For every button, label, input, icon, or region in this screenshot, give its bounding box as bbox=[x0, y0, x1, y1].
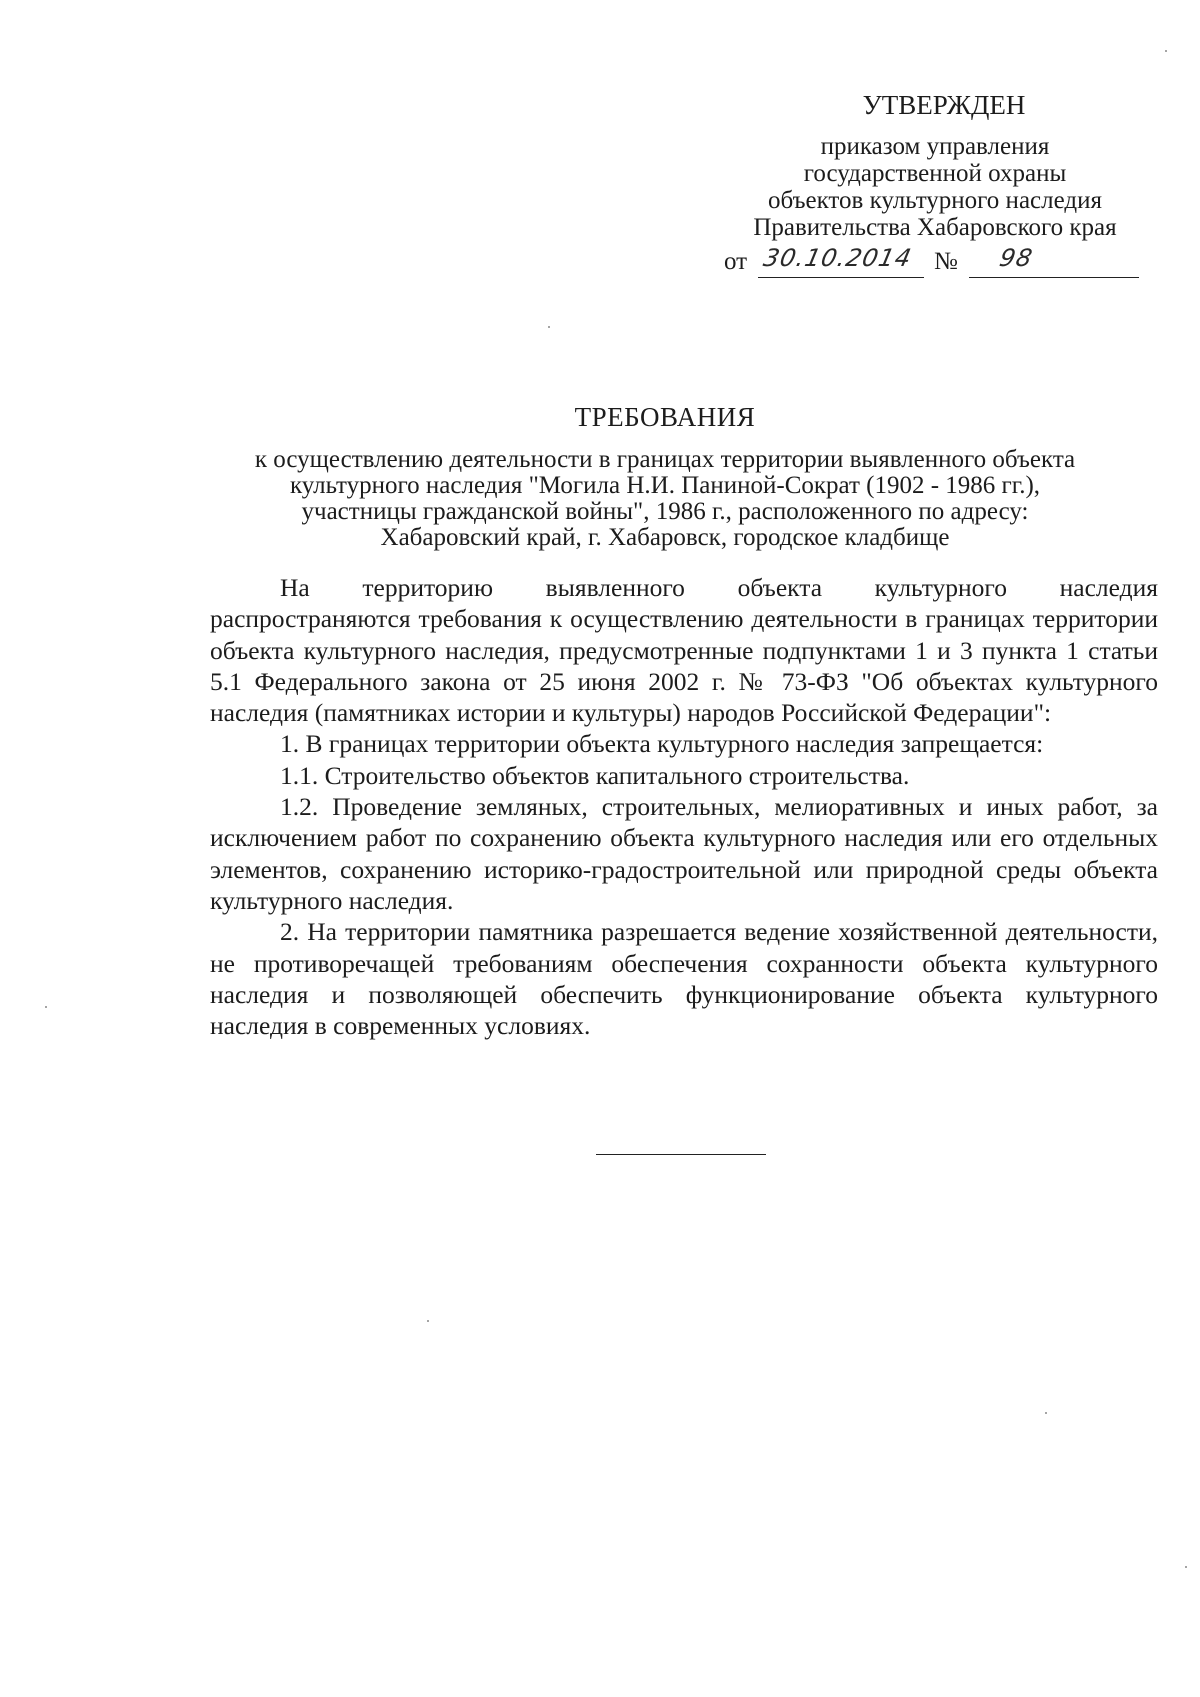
handwritten-date: 30.10.2014 bbox=[761, 244, 915, 272]
document-title-block bbox=[180, 402, 1150, 551]
handwritten-number: 98 bbox=[997, 244, 1036, 272]
approval-block bbox=[700, 92, 1170, 241]
approval-line: приказом управления bbox=[820, 133, 1050, 160]
scan-speck bbox=[45, 1006, 47, 1008]
scan-speck bbox=[1045, 1412, 1047, 1414]
document-subtitle-line: участницы гражданской войны", 1986 г., расположенного по адресу: bbox=[301, 498, 1029, 525]
number-underline bbox=[969, 277, 1139, 278]
approval-line: Правительства Хабаровского края bbox=[753, 214, 1117, 241]
document-subtitle-line: Хабаровский край, г. Хабаровск, городское кладбище bbox=[380, 524, 950, 551]
date-underline bbox=[758, 277, 924, 278]
scan-speck bbox=[548, 326, 550, 328]
scan-speck bbox=[1185, 1566, 1187, 1568]
intro-paragraph: распространяются требования к осуществлению деятельности в границах территории объекта культурного наследия, предусмотренные подпунктами 1 и 3 пункта 1 статьи 5.1 Федерального закона от 25 июня 2002 г. № 73-ФЗ "Об объектах культурного наследия (памятниках истории и культуры) народов Российской Федерации": bbox=[210, 604, 1158, 728]
number-label: № bbox=[934, 248, 958, 275]
approval-line: государственной охраны bbox=[803, 160, 1067, 187]
document-body bbox=[210, 572, 1158, 1041]
scan-speck bbox=[427, 1320, 429, 1322]
document-title: ТРЕБОВАНИЯ bbox=[574, 402, 756, 432]
document-subtitle-line: культурного наследия "Могила Н.И. Паниной-Сократ (1902 - 1986 гг.), bbox=[289, 472, 1041, 499]
scan-speck bbox=[1165, 50, 1167, 52]
item-1-2: 1.2. Проведение земляных, строительных, мелиоративных и иных работ, за исключением работ по сохранению объекта культурного наследия или его отдельных элементов, сохранению историко-градостроительной или природной среды объекта культурного наследия. bbox=[210, 792, 1158, 915]
item-2: 2. На территории памятника разрешается ведение хозяйственной деятельности, не противоречащей требованиям обеспечения сохранности объекта культурного наследия и позволяющей обеспечить функционирование объекта культурного наследия в современных условиях. bbox=[210, 917, 1158, 1041]
document-subtitle-line: к осуществлению деятельности в границах территории выявленного объекта bbox=[254, 446, 1076, 473]
approval-heading: УТВЕРЖДЕН bbox=[862, 90, 1026, 120]
order-date-number-line bbox=[724, 244, 1144, 282]
item-1: 1. В границах территории объекта культурного наследия запрещается: bbox=[280, 729, 1044, 759]
approval-line: объектов культурного наследия bbox=[768, 187, 1102, 214]
item-1-1: 1.1. Строительство объектов капитального строительства. bbox=[280, 760, 910, 790]
intro-paragraph-first-line: На территорию выявленного объекта культурного наследия bbox=[280, 573, 1158, 602]
end-divider bbox=[596, 1154, 766, 1155]
date-label: от bbox=[724, 248, 748, 275]
